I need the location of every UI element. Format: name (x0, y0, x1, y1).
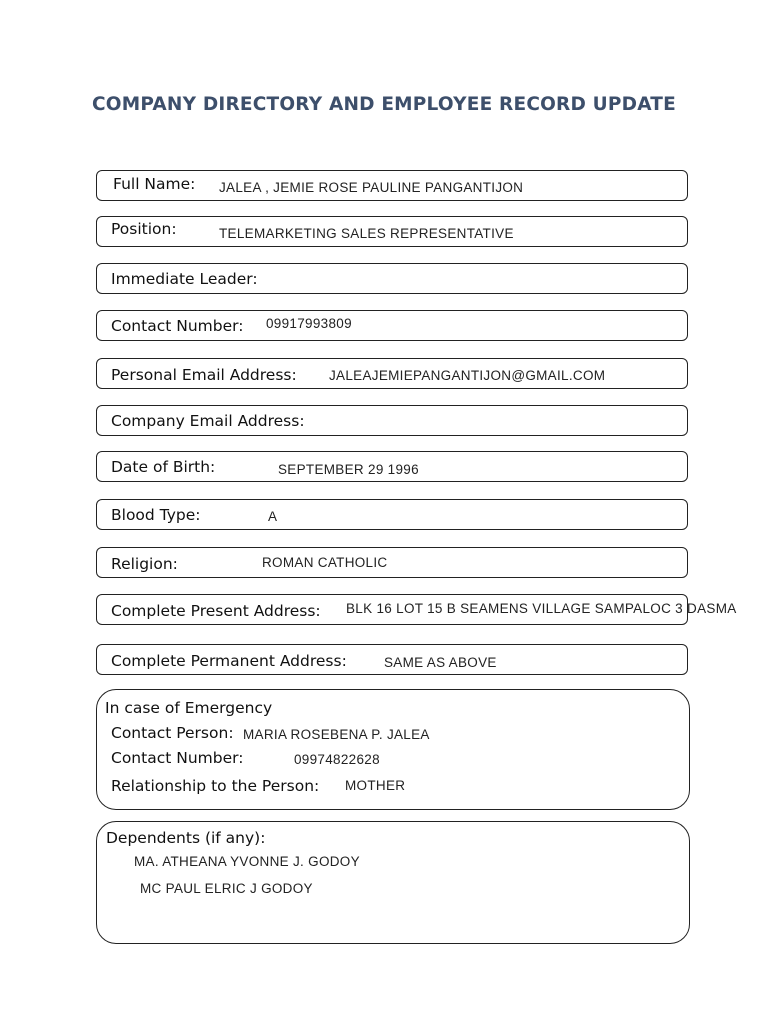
dependent-item: MA. ATHEANA YVONNE J. GODOY (134, 854, 360, 869)
position-label: Position: (111, 220, 177, 238)
blood-type-label: Blood Type: (111, 506, 201, 524)
position-value: TELEMARKETING SALES REPRESENTATIVE (219, 226, 514, 241)
full-name-value: JALEA , JEMIE ROSE PAULINE PANGANTIJON (219, 180, 524, 195)
dependents-heading: Dependents (if any): (106, 829, 266, 847)
religion-label: Religion: (111, 555, 178, 573)
emergency-contact-number-label: Contact Number: (111, 749, 244, 767)
dependent-item: MC PAUL ELRIC J GODOY (140, 881, 313, 896)
immediate-leader-label: Immediate Leader: (111, 270, 258, 288)
permanent-address-label: Complete Permanent Address: (111, 652, 347, 670)
full-name-label: Full Name: (113, 175, 196, 193)
blood-type-value: A (268, 509, 278, 524)
religion-field (96, 547, 688, 578)
emergency-contact-number-value: 09974822628 (294, 752, 380, 767)
date-of-birth-label: Date of Birth: (111, 458, 216, 476)
contact-number-value: 09917993809 (266, 316, 352, 331)
permanent-address-value: SAME AS ABOVE (384, 655, 497, 670)
present-address-value: BLK 16 LOT 15 B SEAMENS VILLAGE SAMPALOC 3 DASMA (346, 601, 737, 616)
religion-value: ROMAN CATHOLIC (262, 555, 388, 570)
present-address-clip (346, 600, 768, 620)
emergency-relationship-value: MOTHER (345, 778, 406, 793)
personal-email-value: JALEAJEMIEPANGANTIJON@GMAIL.COM (329, 368, 606, 383)
emergency-contact-person-value: MARIA ROSEBENA P. JALEA (243, 727, 430, 742)
emergency-heading: In case of Emergency (105, 699, 273, 717)
personal-email-label: Personal Email Address: (111, 366, 297, 384)
emergency-contact-person-label: Contact Person: (111, 724, 234, 742)
contact-number-label: Contact Number: (111, 317, 244, 335)
company-email-label: Company Email Address: (111, 412, 305, 430)
date-of-birth-value: SEPTEMBER 29 1996 (278, 462, 419, 477)
present-address-label: Complete Present Address: (111, 602, 321, 620)
emergency-relationship-label: Relationship to the Person: (111, 777, 320, 795)
page-title: COMPANY DIRECTORY AND EMPLOYEE RECORD UPDATE (92, 94, 676, 115)
